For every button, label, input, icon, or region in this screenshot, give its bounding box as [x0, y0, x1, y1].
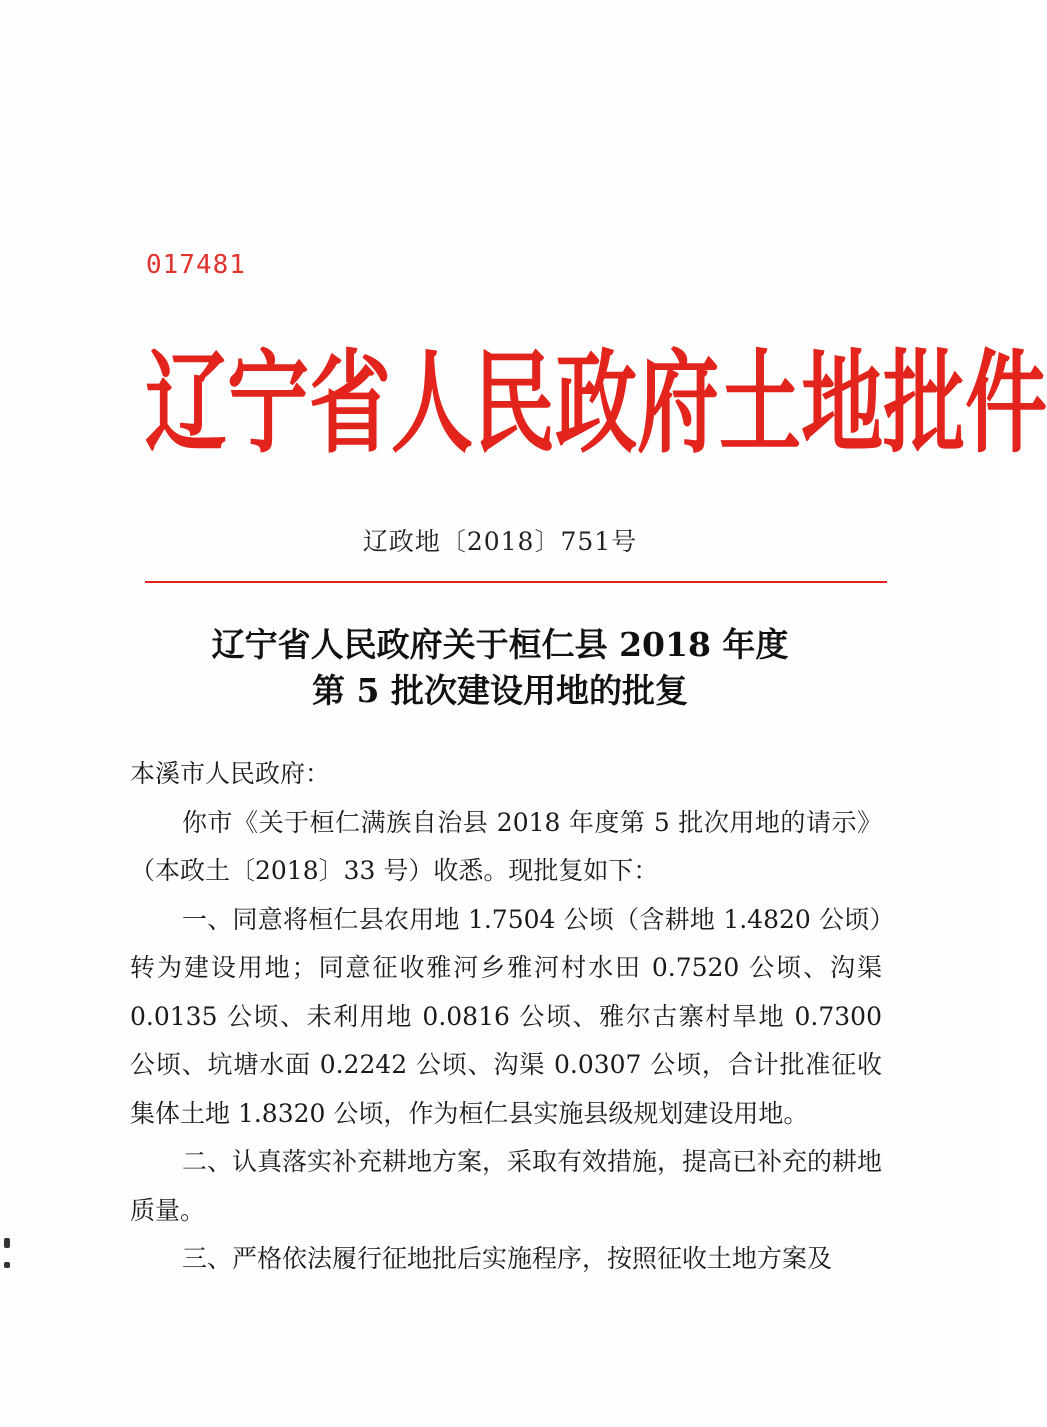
masthead-char: 批 — [883, 340, 966, 469]
document-number: 辽政地〔2018〕751号 — [362, 527, 638, 556]
masthead-char: 省 — [309, 340, 392, 469]
document-body — [130, 750, 882, 1284]
paragraph-request: 你市《关于桓仁满族自治县 2018 年度第 5 批次用地的请示》（本政土〔2018〕33 号）收悉。现批复如下： — [130, 807, 882, 885]
salutation: 本溪市人民政府： — [130, 759, 331, 788]
masthead-char: 政 — [555, 340, 638, 469]
red-divider-line — [145, 581, 887, 583]
serial-number: 017481 — [146, 250, 246, 280]
masthead-char: 府 — [637, 340, 720, 469]
masthead-title — [145, 340, 1047, 470]
masthead-char: 辽 — [145, 340, 228, 469]
scan-edge-mark — [4, 1262, 10, 1268]
paragraph-item-2: 二、认真落实补充耕地方案，采取有效措施，提高已补充的耕地质量。 — [130, 1147, 883, 1225]
masthead-char: 民 — [473, 340, 556, 469]
masthead-char: 件 — [965, 340, 1047, 469]
title-line-2: 第 5 批次建设用地的批复 — [312, 671, 688, 710]
masthead-char: 土 — [719, 340, 802, 469]
masthead-char: 人 — [391, 340, 474, 469]
document-title — [0, 622, 1000, 714]
masthead-char: 宁 — [227, 340, 310, 469]
title-line-1: 辽宁省人民政府关于桓仁县 2018 年度 — [211, 625, 789, 664]
paragraph-item-3: 三、严格依法履行征地批后实施程序，按照征收土地方案及 — [182, 1244, 833, 1273]
masthead-char: 地 — [801, 340, 884, 469]
scan-edge-mark — [4, 1238, 10, 1248]
paragraph-item-1: 一、同意将桓仁县农用地 1.7504 公顷（含耕地 1.4820 公顷）转为建设用地；同意征收雅河乡雅河村水田 0.7520 公顷、沟渠 0.0135 公顷、未利用地 0.0816 公顷、雅尔古寨村旱地 0.7300 公顷、坑塘水面 0.2242 公顷、沟渠 0.0307 公顷，合计批准征收集体土地 1.8320 公顷，作为桓仁县实施县级规划建设用地。 — [130, 904, 882, 1128]
